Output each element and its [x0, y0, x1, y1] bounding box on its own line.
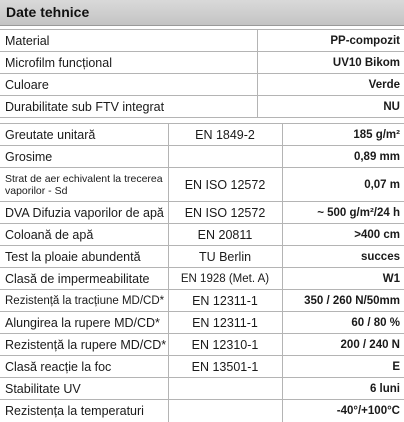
table-row — [0, 268, 404, 290]
table-row — [0, 124, 404, 146]
spec-standard — [168, 400, 282, 422]
table-row — [0, 334, 404, 356]
spec-label: Stabilitate UV — [0, 378, 168, 400]
spec-label: Greutate unitară — [0, 124, 168, 146]
spec-standard: EN 12311-1 — [168, 312, 282, 334]
table-row — [0, 246, 404, 268]
spec-standard: EN 1849-2 — [168, 124, 282, 146]
spec-standard: EN 1928 (Met. A) — [168, 268, 282, 290]
spec-value: 60 / 80 % — [282, 312, 404, 334]
spec-value: -40°/+100°C — [336, 404, 400, 417]
spec-label: Test la ploaie abundentă — [0, 246, 168, 268]
property-value: NU — [257, 96, 404, 118]
table-row — [0, 74, 404, 96]
table-row — [0, 224, 404, 246]
property-label: Microfilm funcțional — [0, 52, 257, 74]
spec-value: >400 cm — [282, 224, 404, 246]
spec-label: DVA Difuzia vaporilor de apă — [0, 202, 168, 224]
spec-label: Strat de aer echivalent la trecerea vaporilor - Sd — [0, 168, 168, 202]
table-row — [0, 146, 404, 168]
spec-value: succes — [282, 246, 404, 268]
spec-value: 0,07 m — [282, 168, 404, 202]
section-title: Date tehnice — [6, 4, 90, 20]
spec-label: Rezistența la temperaturi — [0, 400, 168, 422]
spec-standard: EN 12311-1 — [168, 290, 282, 312]
spec-value: ~ 500 g/m²/24 h — [282, 202, 404, 224]
property-value: UV10 Bikom — [257, 52, 404, 74]
spec-standard: EN 12310-1 — [168, 334, 282, 356]
table-row — [0, 96, 404, 118]
table-row — [0, 378, 404, 400]
spec-standard — [168, 378, 282, 400]
spec-label: Alungirea la rupere MD/CD* — [0, 312, 168, 334]
spec-standard: EN ISO 12572 — [168, 168, 282, 202]
spec-label: Grosime — [0, 146, 168, 168]
spec-value: E — [282, 356, 404, 378]
property-value: Verde — [257, 74, 404, 96]
technical-specs-table — [0, 123, 404, 422]
spec-label: Clasă reacție la foc — [0, 356, 168, 378]
general-properties-table — [0, 29, 404, 118]
spec-label: Rezistență la tracțiune MD/CD* — [0, 290, 168, 312]
table-row — [0, 30, 404, 52]
property-value: PP-compozit — [257, 30, 404, 52]
property-label: Material — [0, 30, 257, 52]
spec-standard: EN 20811 — [168, 224, 282, 246]
property-label: Culoare — [0, 74, 257, 96]
table-row — [0, 312, 404, 334]
spec-value: 350 / 260 N/50mm — [282, 290, 404, 312]
table-row — [0, 168, 404, 202]
table-row — [0, 400, 404, 422]
spec-standard: TU Berlin — [168, 246, 282, 268]
spec-standard — [168, 146, 282, 168]
spec-value: 0,89 mm — [282, 146, 404, 168]
table-row — [0, 290, 404, 312]
spec-value: 6 luni — [282, 378, 404, 400]
spec-standard: EN ISO 12572 — [168, 202, 282, 224]
spec-label: Coloană de apă — [0, 224, 168, 246]
spec-label: Rezistență la rupere MD/CD* — [0, 334, 168, 356]
spec-standard: EN 13501-1 — [168, 356, 282, 378]
spec-value: W1 — [282, 268, 404, 290]
table-row — [0, 52, 404, 74]
section-header — [0, 0, 404, 26]
spec-value: 185 g/m² — [282, 124, 404, 146]
table-row — [0, 356, 404, 378]
table-row — [0, 202, 404, 224]
property-label: Durabilitate sub FTV integrat — [0, 96, 257, 118]
spec-label: Clasă de impermeabilitate — [0, 268, 168, 290]
spec-value: 200 / 240 N — [282, 334, 404, 356]
